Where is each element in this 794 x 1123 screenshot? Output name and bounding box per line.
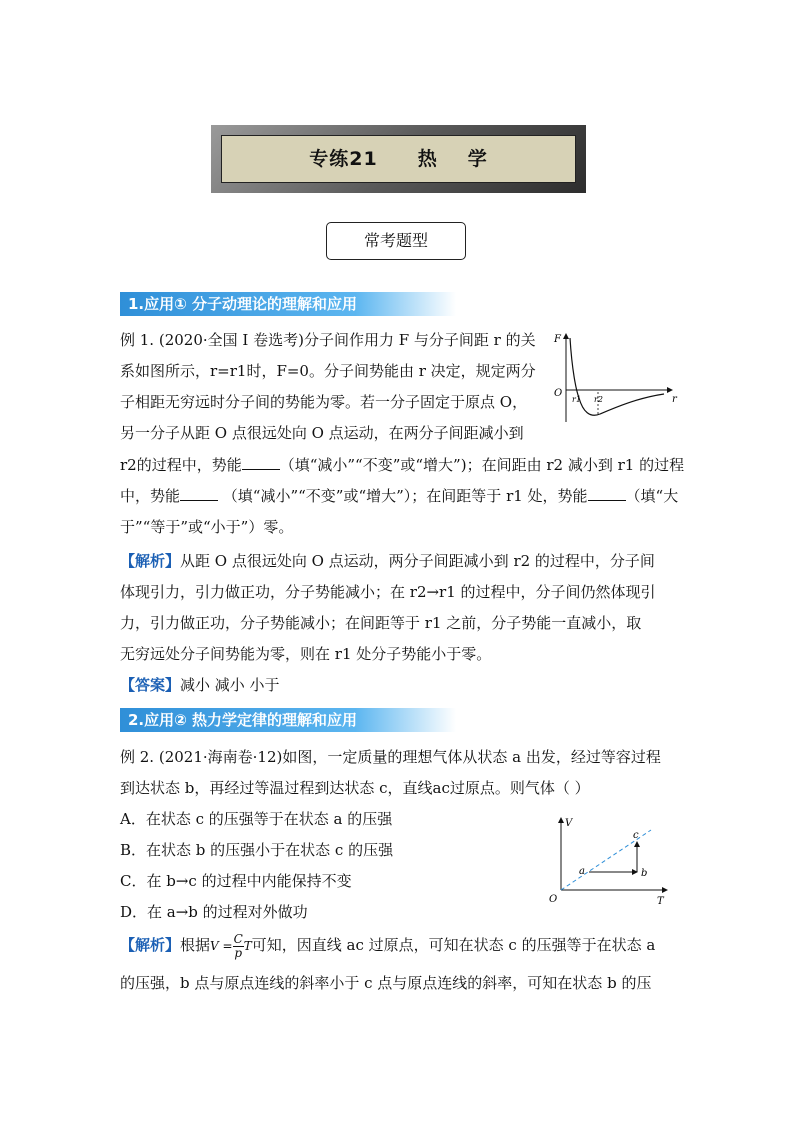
q1-line6-b: （填“减小”“不变”或“增大”）；在间距等于 r1 处，势能: [218, 487, 588, 505]
graph2-origin: O: [549, 894, 558, 905]
q1-line1: 例 1. (2020·全国 I 卷选考)分子间作用力 F 与分子间距 r 的关: [120, 331, 536, 349]
q1-analysis-line1: [120, 546, 655, 577]
section-label: 常考题型: [326, 222, 466, 260]
q1-line6: [120, 481, 678, 512]
section-heading-2: 2.应用② 热力学定律的理解和应用: [120, 708, 456, 732]
answer-blank-2[interactable]: [180, 486, 218, 501]
section-heading-1: 1.应用① 分子动理论的理解和应用: [120, 292, 456, 316]
point-a-label: a: [579, 866, 585, 877]
title-topic: 专练21: [309, 148, 378, 170]
graph1-origin: O: [554, 388, 563, 399]
answer-blank-3[interactable]: [588, 486, 626, 501]
graph2-y-label: V: [565, 818, 573, 829]
q1-line7: 于”“等于”或“小于”）零。: [120, 518, 294, 536]
q2-option-b[interactable]: B．在状态 b 的压强小于在状态 c 的压强: [120, 841, 394, 859]
volume-temperature-graph: [545, 812, 675, 907]
formula-v: V =: [210, 939, 233, 953]
analysis-tag: 【解析】: [120, 552, 181, 570]
title-banner: [211, 125, 586, 193]
answer-blank-1[interactable]: [242, 455, 280, 470]
formula-t: T: [243, 939, 252, 953]
q1-line5: [120, 450, 684, 481]
q1-analysis-line4: 无穷远处分子间势能为零，则在 r1 处分子势能小于零。: [120, 645, 492, 663]
graph2-x-label: T: [657, 896, 664, 907]
q1-line2: 系如图所示，r=r1时，F=0。分子间势能由 r 决定，规定两分: [120, 362, 536, 380]
q2-line2: 到达状态 b，再经过等温过程到达状态 c，直线ac过原点。则气体（ ）: [120, 779, 590, 797]
formula-fraction: [233, 933, 244, 960]
graph1-y-label: F: [554, 334, 561, 345]
q1-line6-a: 中，势能: [120, 487, 181, 505]
q2-analysis-text1b: 可知，因直线 ac 过原点，可知在状态 c 的压强等于在状态 a: [251, 936, 656, 954]
q1-line4: 另一分子从距 O 点很远处向 O 点运动，在两分子间距减小到: [120, 424, 524, 442]
fraction-numerator: C: [233, 931, 243, 946]
force-distance-graph: [552, 330, 680, 425]
point-b-label: b: [641, 868, 648, 879]
q1-answer: 减小 减小 小于: [180, 676, 280, 694]
graph1-r2-label: r2: [594, 395, 603, 404]
force-curve: [570, 338, 664, 415]
q1-line6-c: （填“大: [625, 487, 679, 505]
page-title: [221, 135, 576, 183]
fraction-denominator: p: [234, 945, 243, 960]
q2-option-d[interactable]: D．在 a→b 的过程对外做功: [120, 903, 308, 921]
q2-analysis-text1a: 根据: [180, 936, 211, 954]
point-c-label: c: [633, 830, 639, 841]
answer-tag: 【答案】: [120, 676, 181, 694]
analysis-tag-2: 【解析】: [120, 936, 181, 954]
title-char1: 热: [417, 148, 438, 170]
graph1-r1-label: r1: [572, 395, 581, 404]
q1-analysis-line3: 力，引力做正功，分子势能减小；在间距等于 r1 之前，分子势能一直减小，取: [120, 614, 642, 632]
title-char2: 学: [467, 148, 488, 170]
q1-line3: 子相距无穷远时分子间的势能为零。若一分子固定于原点 O，: [120, 393, 528, 411]
q1-analysis-line2: 体现引力，引力做正功，分子势能减小；在 r2→r1 的过程中，分子间仍然体现引: [120, 583, 656, 601]
q1-line5-a: r2的过程中，势能: [120, 456, 242, 474]
q2-analysis-line2: 的压强，b 点与原点连线的斜率小于 c 点与原点连线的斜率，可知在状态 b 的压: [120, 974, 652, 992]
q1-analysis-text1: 从距 O 点很远处向 O 点运动，两分子间距减小到 r2 的过程中，分子间: [180, 552, 655, 570]
q2-option-c[interactable]: C．在 b→c 的过程中内能保持不变: [120, 872, 352, 890]
q2-line1: 例 2. (2021·海南卷·12)如图，一定质量的理想气体从状态 a 出发，经过等容过程: [120, 748, 661, 766]
q2-option-a[interactable]: A．在状态 c 的压强等于在状态 a 的压强: [120, 810, 393, 828]
q1-answer-line: [120, 670, 280, 701]
q1-line5-b: （填“减小”“不变”或“增大”)；在间距由 r2 减小到 r1 的过程: [279, 456, 685, 474]
graph1-x-label: r: [672, 394, 677, 405]
q2-analysis-line1: [120, 930, 655, 962]
